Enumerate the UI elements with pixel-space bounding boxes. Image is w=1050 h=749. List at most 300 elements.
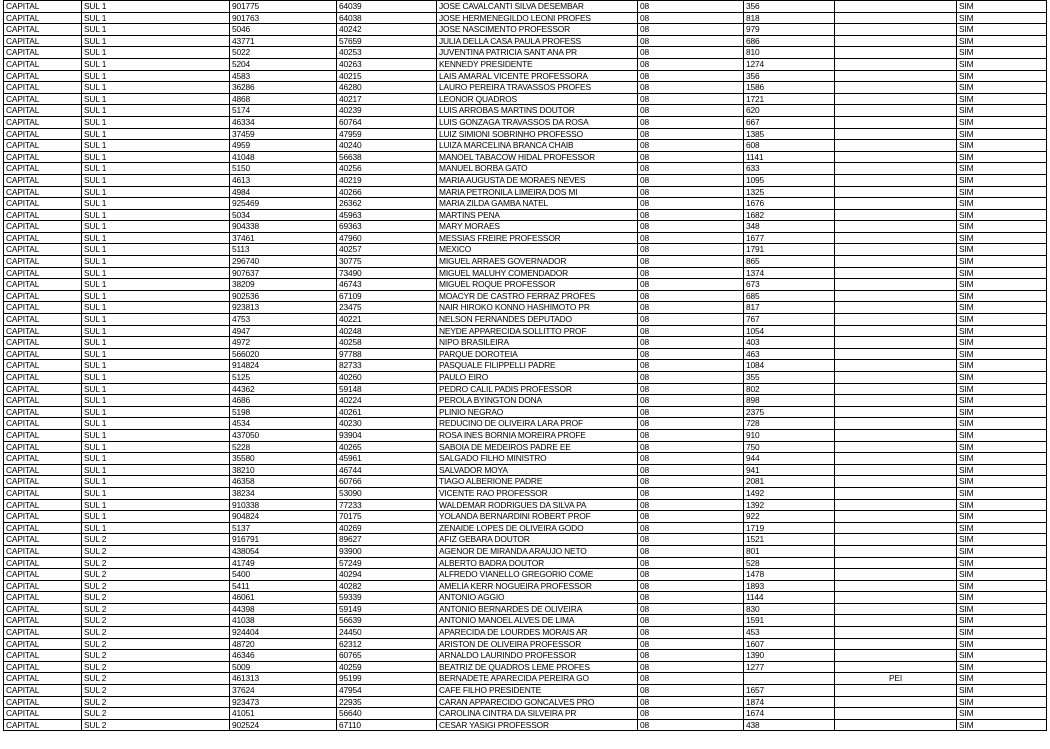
count-cell: 1682 xyxy=(744,209,835,221)
unit-code-cell: 59339 xyxy=(337,592,437,604)
unit-code-cell: 40217 xyxy=(337,93,437,105)
grade-cell: 08 xyxy=(638,256,744,268)
school-code-cell: 438054 xyxy=(230,545,337,557)
count-cell: 810 xyxy=(744,47,835,59)
school-name-cell: PLINIO NEGRAO xyxy=(437,406,638,418)
sector-cell: SUL 1 xyxy=(82,487,230,499)
school-code-cell: 44398 xyxy=(230,603,337,615)
table-row xyxy=(4,24,1047,36)
status-cell: SIM xyxy=(957,325,1047,337)
status-cell: SIM xyxy=(957,453,1047,465)
school-code-cell: 5204 xyxy=(230,58,337,70)
count-cell: 830 xyxy=(744,603,835,615)
grade-cell: 08 xyxy=(638,557,744,569)
table-row xyxy=(4,140,1047,152)
program-cell xyxy=(835,395,957,407)
sector-cell: SUL 1 xyxy=(82,290,230,302)
region-cell: CAPITAL xyxy=(4,82,82,94)
school-code-cell: 5411 xyxy=(230,580,337,592)
table-row xyxy=(4,302,1047,314)
unit-code-cell: 93904 xyxy=(337,429,437,441)
grade-cell: 08 xyxy=(638,267,744,279)
sector-cell: SUL 1 xyxy=(82,337,230,349)
count-cell: 801 xyxy=(744,545,835,557)
program-cell xyxy=(835,650,957,662)
sector-cell: SUL 1 xyxy=(82,418,230,430)
school-name-cell: MARIA AUGUSTA DE MORAES NEVES xyxy=(437,174,638,186)
program-cell xyxy=(835,476,957,488)
unit-code-cell: 69363 xyxy=(337,221,437,233)
status-cell: SIM xyxy=(957,696,1047,708)
unit-code-cell: 57249 xyxy=(337,557,437,569)
program-cell xyxy=(835,418,957,430)
school-name-cell: ALBERTO BADRA DOUTOR xyxy=(437,557,638,569)
school-code-cell: 46061 xyxy=(230,592,337,604)
sector-cell: SUL 1 xyxy=(82,105,230,117)
sector-cell: SUL 1 xyxy=(82,314,230,326)
unit-code-cell: 93900 xyxy=(337,545,437,557)
table-row xyxy=(4,325,1047,337)
region-cell: CAPITAL xyxy=(4,580,82,592)
count-cell: 1325 xyxy=(744,186,835,198)
sector-cell: SUL 2 xyxy=(82,650,230,662)
school-code-cell: 41038 xyxy=(230,615,337,627)
status-cell: SIM xyxy=(957,116,1047,128)
table-row xyxy=(4,58,1047,70)
unit-code-cell: 45963 xyxy=(337,209,437,221)
table-row xyxy=(4,209,1047,221)
status-cell: SIM xyxy=(957,93,1047,105)
school-code-cell: 901775 xyxy=(230,1,337,13)
program-cell xyxy=(835,372,957,384)
program-cell xyxy=(835,429,957,441)
table-row xyxy=(4,534,1047,546)
unit-code-cell: 47960 xyxy=(337,232,437,244)
grade-cell: 08 xyxy=(638,302,744,314)
region-cell: CAPITAL xyxy=(4,186,82,198)
table-row xyxy=(4,163,1047,175)
table-row xyxy=(4,569,1047,581)
status-cell: SIM xyxy=(957,151,1047,163)
status-cell: SIM xyxy=(957,82,1047,94)
table-row xyxy=(4,685,1047,697)
sector-cell: SUL 1 xyxy=(82,302,230,314)
school-code-cell: 925469 xyxy=(230,198,337,210)
count-cell: 898 xyxy=(744,395,835,407)
school-code-cell: 904824 xyxy=(230,511,337,523)
program-cell xyxy=(835,569,957,581)
school-code-cell: 904338 xyxy=(230,221,337,233)
program-cell xyxy=(835,82,957,94)
school-name-cell: YOLANDA BERNARDINI ROBERT PROF xyxy=(437,511,638,523)
region-cell: CAPITAL xyxy=(4,522,82,534)
sector-cell: SUL 1 xyxy=(82,360,230,372)
table-row xyxy=(4,592,1047,604)
table-row xyxy=(4,673,1047,685)
count-cell: 463 xyxy=(744,348,835,360)
count-cell: 910 xyxy=(744,429,835,441)
table-row xyxy=(4,244,1047,256)
grade-cell: 08 xyxy=(638,580,744,592)
school-name-cell: BEATRIZ DE QUADROS LEME PROFES xyxy=(437,661,638,673)
status-cell: SIM xyxy=(957,267,1047,279)
sector-cell: SUL 1 xyxy=(82,47,230,59)
count-cell xyxy=(744,673,835,685)
region-cell: CAPITAL xyxy=(4,685,82,697)
grade-cell: 08 xyxy=(638,221,744,233)
status-cell: SIM xyxy=(957,35,1047,47)
status-cell: SIM xyxy=(957,418,1047,430)
count-cell: 673 xyxy=(744,279,835,291)
school-name-cell: MIGUEL ARRAES GOVERNADOR xyxy=(437,256,638,268)
count-cell: 1874 xyxy=(744,696,835,708)
grade-cell: 08 xyxy=(638,186,744,198)
unit-code-cell: 67109 xyxy=(337,290,437,302)
count-cell: 1677 xyxy=(744,232,835,244)
school-code-cell: 46358 xyxy=(230,476,337,488)
status-cell: SIM xyxy=(957,70,1047,82)
region-cell: CAPITAL xyxy=(4,314,82,326)
table-row xyxy=(4,198,1047,210)
count-cell: 1521 xyxy=(744,534,835,546)
program-cell xyxy=(835,534,957,546)
grade-cell: 08 xyxy=(638,244,744,256)
program-cell xyxy=(835,696,957,708)
region-cell: CAPITAL xyxy=(4,383,82,395)
grade-cell: 08 xyxy=(638,232,744,244)
sector-cell: SUL 1 xyxy=(82,209,230,221)
program-cell xyxy=(835,70,957,82)
region-cell: CAPITAL xyxy=(4,696,82,708)
table-row xyxy=(4,627,1047,639)
unit-code-cell: 57659 xyxy=(337,35,437,47)
sector-cell: SUL 1 xyxy=(82,186,230,198)
status-cell: SIM xyxy=(957,372,1047,384)
grade-cell: 08 xyxy=(638,464,744,476)
sector-cell: SUL 1 xyxy=(82,58,230,70)
sector-cell: SUL 2 xyxy=(82,580,230,592)
unit-code-cell: 40282 xyxy=(337,580,437,592)
status-cell: SIM xyxy=(957,244,1047,256)
count-cell: 667 xyxy=(744,116,835,128)
sector-cell: SUL 2 xyxy=(82,719,230,731)
school-name-cell: ALFREDO VIANELLO GREGORIO COME xyxy=(437,569,638,581)
school-name-cell: ARISTON DE OLIVEIRA PROFESSOR xyxy=(437,638,638,650)
school-code-cell: 4947 xyxy=(230,325,337,337)
school-code-cell: 4753 xyxy=(230,314,337,326)
status-cell: SIM xyxy=(957,592,1047,604)
sector-cell: SUL 1 xyxy=(82,383,230,395)
status-cell: SIM xyxy=(957,511,1047,523)
school-name-cell: MARIA PETRONILA LIMEIRA DOS MI xyxy=(437,186,638,198)
status-cell: SIM xyxy=(957,603,1047,615)
unit-code-cell: 40263 xyxy=(337,58,437,70)
school-name-cell: AFIZ GEBARA DOUTOR xyxy=(437,534,638,546)
status-cell: SIM xyxy=(957,534,1047,546)
sector-cell: SUL 1 xyxy=(82,429,230,441)
school-name-cell: VICENTE RAO PROFESSOR xyxy=(437,487,638,499)
unit-code-cell: 40261 xyxy=(337,406,437,418)
table-row xyxy=(4,93,1047,105)
unit-code-cell: 40230 xyxy=(337,418,437,430)
table-row xyxy=(4,116,1047,128)
status-cell: SIM xyxy=(957,383,1047,395)
region-cell: CAPITAL xyxy=(4,395,82,407)
unit-code-cell: 60766 xyxy=(337,476,437,488)
status-cell: SIM xyxy=(957,476,1047,488)
school-code-cell: 901763 xyxy=(230,12,337,24)
count-cell: 817 xyxy=(744,302,835,314)
table-row xyxy=(4,476,1047,488)
program-cell xyxy=(835,522,957,534)
table-row xyxy=(4,128,1047,140)
count-cell: 1095 xyxy=(744,174,835,186)
program-cell xyxy=(835,116,957,128)
status-cell: SIM xyxy=(957,406,1047,418)
sector-cell: SUL 2 xyxy=(82,627,230,639)
region-cell: CAPITAL xyxy=(4,221,82,233)
school-name-cell: MESSIAS FREIRE PROFESSOR xyxy=(437,232,638,244)
grade-cell: 08 xyxy=(638,545,744,557)
sector-cell: SUL 1 xyxy=(82,221,230,233)
school-code-cell: 5046 xyxy=(230,24,337,36)
region-cell: CAPITAL xyxy=(4,93,82,105)
program-cell xyxy=(835,302,957,314)
count-cell: 922 xyxy=(744,511,835,523)
unit-code-cell: 40294 xyxy=(337,569,437,581)
school-code-cell: 910338 xyxy=(230,499,337,511)
status-cell: SIM xyxy=(957,128,1047,140)
table-row xyxy=(4,650,1047,662)
region-cell: CAPITAL xyxy=(4,627,82,639)
region-cell: CAPITAL xyxy=(4,592,82,604)
unit-code-cell: 47954 xyxy=(337,685,437,697)
program-cell xyxy=(835,232,957,244)
unit-code-cell: 40259 xyxy=(337,661,437,673)
program-cell xyxy=(835,406,957,418)
program-cell xyxy=(835,256,957,268)
school-name-cell: PAULO EIRO xyxy=(437,372,638,384)
unit-code-cell: 40248 xyxy=(337,325,437,337)
program-cell xyxy=(835,12,957,24)
school-code-cell: 4972 xyxy=(230,337,337,349)
region-cell: CAPITAL xyxy=(4,569,82,581)
school-code-cell: 437050 xyxy=(230,429,337,441)
status-cell: SIM xyxy=(957,290,1047,302)
sector-cell: SUL 1 xyxy=(82,151,230,163)
school-name-cell: MARIA ZILDA GAMBA NATEL xyxy=(437,198,638,210)
sector-cell: SUL 1 xyxy=(82,174,230,186)
school-name-cell: NAIR HIROKO KONNO HASHIMOTO PR xyxy=(437,302,638,314)
table-row xyxy=(4,290,1047,302)
status-cell: SIM xyxy=(957,522,1047,534)
grade-cell: 08 xyxy=(638,12,744,24)
table-row xyxy=(4,719,1047,731)
program-cell xyxy=(835,93,957,105)
school-name-cell: MIGUEL MALUHY COMENDADOR xyxy=(437,267,638,279)
school-name-cell: AGENOR DE MIRANDA ARAUJO NETO xyxy=(437,545,638,557)
school-name-cell: MEXICO xyxy=(437,244,638,256)
region-cell: CAPITAL xyxy=(4,719,82,731)
grade-cell: 08 xyxy=(638,372,744,384)
grade-cell: 08 xyxy=(638,395,744,407)
sector-cell: SUL 1 xyxy=(82,116,230,128)
table-row xyxy=(4,638,1047,650)
school-code-cell: 43771 xyxy=(230,35,337,47)
region-cell: CAPITAL xyxy=(4,487,82,499)
school-name-cell: ZENAIDE LOPES DE OLIVEIRA GODO xyxy=(437,522,638,534)
count-cell: 348 xyxy=(744,221,835,233)
table-row xyxy=(4,82,1047,94)
grade-cell: 08 xyxy=(638,105,744,117)
region-cell: CAPITAL xyxy=(4,418,82,430)
count-cell: 1054 xyxy=(744,325,835,337)
school-name-cell: APARECIDA DE LOURDES MORAIS AR xyxy=(437,627,638,639)
program-cell xyxy=(835,174,957,186)
grade-cell: 08 xyxy=(638,58,744,70)
count-cell: 356 xyxy=(744,1,835,13)
grade-cell: 08 xyxy=(638,476,744,488)
count-cell: 1274 xyxy=(744,58,835,70)
school-code-cell: 5150 xyxy=(230,163,337,175)
status-cell: SIM xyxy=(957,232,1047,244)
sector-cell: SUL 2 xyxy=(82,638,230,650)
sector-cell: SUL 1 xyxy=(82,35,230,47)
region-cell: CAPITAL xyxy=(4,453,82,465)
unit-code-cell: 46744 xyxy=(337,464,437,476)
grade-cell: 08 xyxy=(638,522,744,534)
status-cell: SIM xyxy=(957,221,1047,233)
region-cell: CAPITAL xyxy=(4,545,82,557)
count-cell: 1374 xyxy=(744,267,835,279)
program-cell xyxy=(835,383,957,395)
table-row xyxy=(4,499,1047,511)
school-code-cell: 41051 xyxy=(230,708,337,720)
grade-cell: 08 xyxy=(638,140,744,152)
region-cell: CAPITAL xyxy=(4,1,82,13)
school-name-cell: BERNADETE APARECIDA PEREIRA GO xyxy=(437,673,638,685)
status-cell: SIM xyxy=(957,198,1047,210)
table-row xyxy=(4,696,1047,708)
school-name-cell: MOACYR DE CASTRO FERRAZ PROFES xyxy=(437,290,638,302)
grade-cell: 08 xyxy=(638,163,744,175)
unit-code-cell: 40253 xyxy=(337,47,437,59)
school-code-cell: 902536 xyxy=(230,290,337,302)
table-row xyxy=(4,267,1047,279)
unit-code-cell: 40256 xyxy=(337,163,437,175)
region-cell: CAPITAL xyxy=(4,267,82,279)
sector-cell: SUL 1 xyxy=(82,511,230,523)
grade-cell: 08 xyxy=(638,453,744,465)
table-row xyxy=(4,708,1047,720)
region-cell: CAPITAL xyxy=(4,511,82,523)
sector-cell: SUL 1 xyxy=(82,244,230,256)
program-cell xyxy=(835,47,957,59)
sector-cell: SUL 1 xyxy=(82,476,230,488)
grade-cell: 08 xyxy=(638,638,744,650)
program-cell xyxy=(835,580,957,592)
unit-code-cell: 40260 xyxy=(337,372,437,384)
region-cell: CAPITAL xyxy=(4,372,82,384)
sector-cell: SUL 2 xyxy=(82,673,230,685)
school-code-cell: 5022 xyxy=(230,47,337,59)
school-code-cell: 38210 xyxy=(230,464,337,476)
program-cell xyxy=(835,128,957,140)
program-cell xyxy=(835,163,957,175)
program-cell xyxy=(835,557,957,569)
grade-cell: 08 xyxy=(638,685,744,697)
table-row xyxy=(4,511,1047,523)
table-row xyxy=(4,464,1047,476)
region-cell: CAPITAL xyxy=(4,70,82,82)
program-cell xyxy=(835,24,957,36)
table-row xyxy=(4,522,1047,534)
school-code-cell: 5198 xyxy=(230,406,337,418)
program-cell xyxy=(835,325,957,337)
sector-cell: SUL 1 xyxy=(82,70,230,82)
count-cell: 1657 xyxy=(744,685,835,697)
school-code-cell: 38234 xyxy=(230,487,337,499)
sector-cell: SUL 2 xyxy=(82,557,230,569)
school-name-cell: PEROLA BYINGTON DONA xyxy=(437,395,638,407)
unit-code-cell: 64038 xyxy=(337,12,437,24)
region-cell: CAPITAL xyxy=(4,163,82,175)
unit-code-cell: 40239 xyxy=(337,105,437,117)
unit-code-cell: 62312 xyxy=(337,638,437,650)
school-name-cell: PASQUALE FILIPPELLI PADRE xyxy=(437,360,638,372)
grade-cell: 08 xyxy=(638,93,744,105)
school-code-cell: 5034 xyxy=(230,209,337,221)
grade-cell: 08 xyxy=(638,325,744,337)
region-cell: CAPITAL xyxy=(4,279,82,291)
program-cell xyxy=(835,360,957,372)
table-row xyxy=(4,545,1047,557)
count-cell: 1791 xyxy=(744,244,835,256)
count-cell: 1586 xyxy=(744,82,835,94)
table-row xyxy=(4,580,1047,592)
unit-code-cell: 40258 xyxy=(337,337,437,349)
school-code-cell: 4534 xyxy=(230,418,337,430)
count-cell: 1277 xyxy=(744,661,835,673)
school-code-cell: 5125 xyxy=(230,372,337,384)
grade-cell: 08 xyxy=(638,383,744,395)
sector-cell: SUL 1 xyxy=(82,372,230,384)
table-row xyxy=(4,418,1047,430)
region-cell: CAPITAL xyxy=(4,360,82,372)
school-code-cell: 48720 xyxy=(230,638,337,650)
sector-cell: SUL 1 xyxy=(82,325,230,337)
unit-code-cell: 40240 xyxy=(337,140,437,152)
unit-code-cell: 53090 xyxy=(337,487,437,499)
status-cell: SIM xyxy=(957,685,1047,697)
program-cell xyxy=(835,267,957,279)
grade-cell: 08 xyxy=(638,406,744,418)
count-cell: 1893 xyxy=(744,580,835,592)
region-cell: CAPITAL xyxy=(4,58,82,70)
count-cell: 1141 xyxy=(744,151,835,163)
program-cell xyxy=(835,221,957,233)
status-cell: SIM xyxy=(957,209,1047,221)
unit-code-cell: 46280 xyxy=(337,82,437,94)
sector-cell: SUL 1 xyxy=(82,128,230,140)
count-cell: 608 xyxy=(744,140,835,152)
sector-cell: SUL 1 xyxy=(82,267,230,279)
grade-cell: 08 xyxy=(638,360,744,372)
school-name-cell: CAFE FILHO PRESIDENTE xyxy=(437,685,638,697)
count-cell: 1676 xyxy=(744,198,835,210)
table-row xyxy=(4,47,1047,59)
grade-cell: 08 xyxy=(638,499,744,511)
